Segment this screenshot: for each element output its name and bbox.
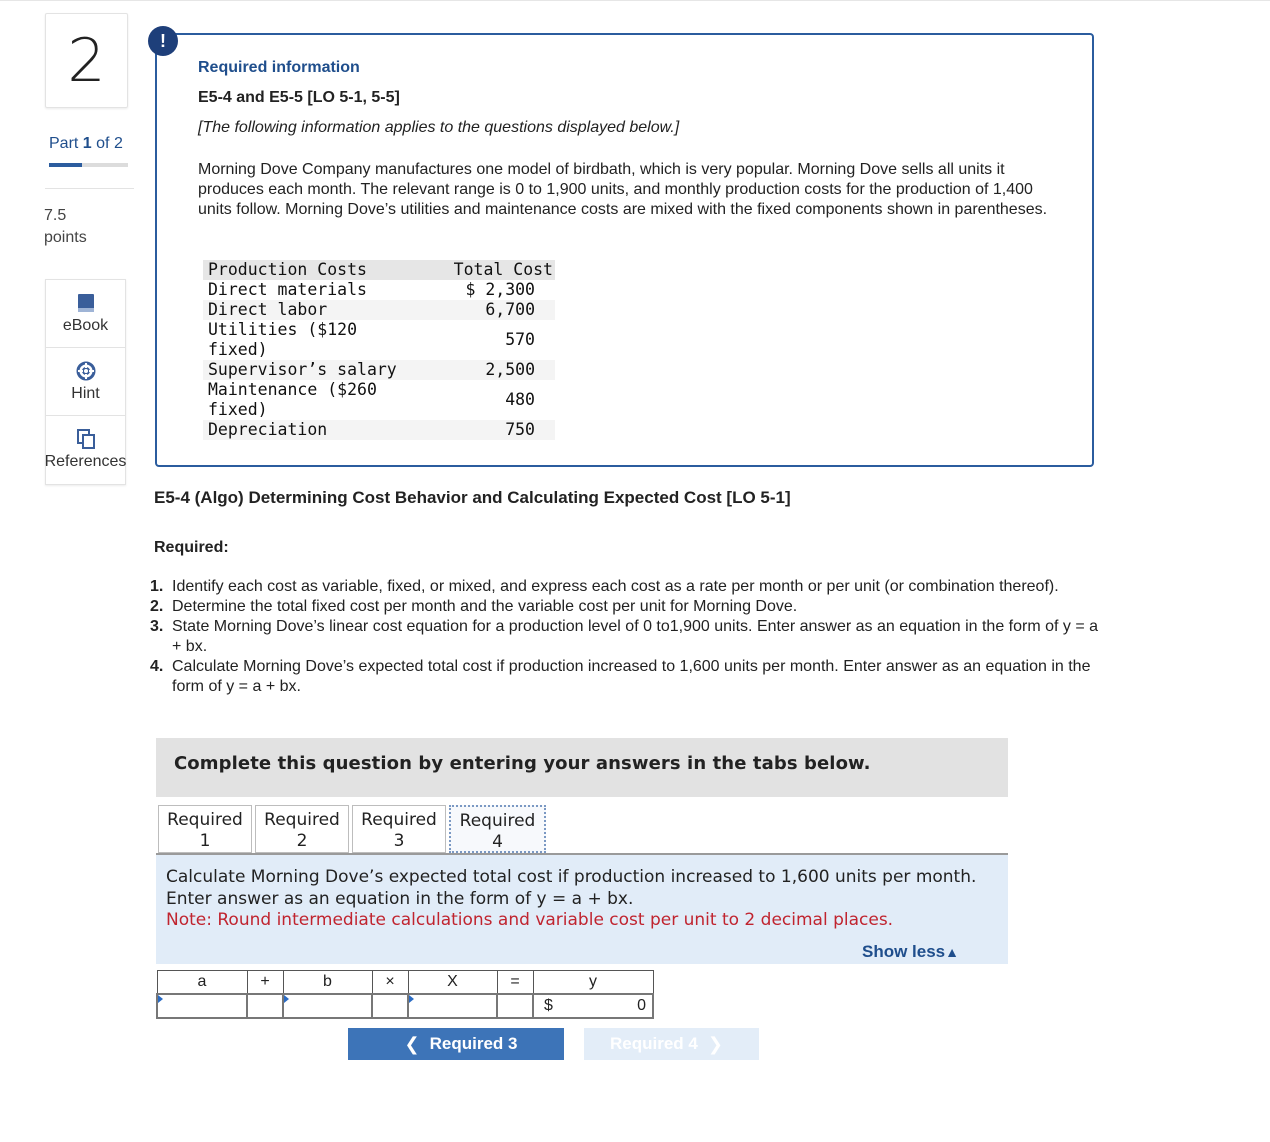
part-progress-fill (49, 163, 82, 167)
row-label: Depreciation (203, 420, 425, 440)
tab-label-line1: Required (167, 810, 243, 830)
copy-icon (77, 429, 95, 449)
table-row (203, 280, 555, 300)
row-value: 570 (505, 330, 535, 349)
tab-required-3[interactable] (352, 805, 446, 853)
table-row (203, 420, 555, 440)
question-number: 2 (45, 13, 128, 108)
list-item (150, 617, 1100, 657)
table-header-row (203, 260, 555, 280)
top-border (0, 0, 1270, 1)
equation-grid (156, 970, 654, 1019)
x-input[interactable] (408, 994, 497, 1018)
y-output (533, 994, 653, 1018)
item-text: State Morning Dove’s linear cost equation for a production level of 0 to1,900 units. Enter answer as an equation in the form of y = a + bx. (172, 618, 1099, 655)
header-total-cost: Total Cost (425, 260, 555, 280)
complete-banner: Complete this question by entering your answers in the tabs below. (156, 738, 1008, 797)
part-of: of 2 (96, 135, 123, 152)
tool-panel (45, 279, 126, 485)
list-item (150, 597, 1100, 617)
row-label: Supervisor’s salary (203, 360, 425, 380)
item-number: 2. (150, 598, 164, 615)
row-value: 2,500 (425, 360, 555, 380)
table-row (203, 360, 555, 380)
y-currency: $ (544, 996, 553, 1014)
ebook-label: eBook (62, 316, 109, 334)
input-marker-icon (158, 995, 163, 1003)
item-text: Determine the total fixed cost per month and the variable cost per unit for Morning Dove. (172, 598, 798, 615)
row-value: 6,700 (425, 300, 555, 320)
tab-required-1[interactable] (158, 805, 252, 853)
a-input[interactable] (157, 994, 247, 1018)
tab-label-line2: 4 (492, 832, 503, 852)
table-row (203, 320, 555, 360)
header-production-costs: Production Costs (203, 260, 425, 280)
rail-divider (45, 188, 134, 189)
row-label: Maintenance ($260 fixed) (208, 380, 377, 419)
row-value: 480 (505, 390, 535, 409)
list-item (150, 657, 1100, 697)
item-number: 4. (150, 658, 164, 675)
tab-required-4[interactable] (449, 805, 546, 853)
alert-icon: ! (148, 26, 178, 56)
tab-label-line1: Required (459, 811, 536, 831)
header-y: y (533, 971, 653, 994)
book-icon (77, 293, 95, 313)
y-value: 0 (637, 996, 646, 1014)
intro-paragraph: Morning Dove Company manufactures one model of birdbath, which is very popular. Morning Dove sells all units it produces each month. The relevant range is 0 to 1,900 units, and monthly production costs for the production of 1,400 units follow. Morning Dove’s utilities and maintenance costs are mixed with the fixed components shown in parentheses. (198, 161, 1048, 218)
lifebuoy-icon (76, 361, 96, 381)
exercise-group-title: E5-4 and E5-5 [LO 5-1, 5-5] (198, 89, 400, 106)
times-cell (372, 994, 408, 1018)
equation-header-row (157, 971, 653, 994)
next-required-button[interactable] (584, 1028, 759, 1060)
applies-note: [The following information applies to the questions displayed below.] (198, 119, 680, 136)
header-times: × (372, 971, 408, 994)
row-label: Direct materials (208, 280, 367, 299)
hint-label: Hint (71, 384, 100, 402)
table-row (203, 300, 555, 320)
part-progress-bar (49, 163, 128, 167)
tab-required-2[interactable] (255, 805, 349, 853)
item-text: Identify each cost as variable, fixed, or mixed, and express each cost as a rate per month or per unit (or combination thereof). (172, 578, 1059, 595)
table-row (203, 380, 555, 420)
tab-label-line1: Required (361, 810, 437, 830)
show-less-link[interactable] (862, 942, 959, 962)
requirements-list (150, 577, 1100, 697)
list-item (150, 577, 1100, 597)
plus-cell (247, 994, 283, 1018)
prev-button-label: Required 3 (429, 1034, 518, 1053)
tab-bar (158, 805, 549, 853)
points-display (44, 205, 87, 249)
tab-label-line1: Required (264, 810, 340, 830)
ebook-button[interactable] (46, 280, 125, 348)
required-label: Required: (154, 539, 229, 556)
points-label: points (44, 229, 87, 246)
next-button-label: Required 4 (610, 1034, 698, 1053)
row-label: Direct labor (203, 300, 425, 320)
exercise-title: E5-4 (Algo) Determining Cost Behavior and Calculating Expected Cost [LO 5-1] (154, 488, 791, 507)
chevron-right-icon: ❯ (707, 1033, 723, 1054)
item-number: 3. (150, 618, 164, 635)
points-value: 7.5 (44, 207, 67, 224)
tab-label-line2: 1 (199, 831, 211, 851)
chevron-left-icon: ❮ (404, 1033, 420, 1054)
header-equals: = (497, 971, 533, 994)
part-indicator (49, 135, 123, 153)
item-text: Calculate Morning Dove’s expected total cost if production increased to 1,600 units per month. Enter answer as an equation in the form of y = a + bx. (172, 658, 1091, 695)
header-b: b (283, 971, 372, 994)
hint-button[interactable] (46, 348, 125, 416)
required-info-heading: Required information (198, 59, 360, 76)
prev-required-button[interactable] (348, 1028, 564, 1060)
item-number: 1. (150, 578, 164, 595)
row-value: $ 2,300 (465, 280, 535, 299)
b-input[interactable] (283, 994, 372, 1018)
header-x: X (408, 971, 497, 994)
input-marker-icon (284, 995, 289, 1003)
references-button[interactable] (46, 416, 125, 484)
part-number: 1 (82, 135, 92, 152)
production-cost-table (203, 260, 555, 440)
row-label: Utilities ($120 fixed) (208, 320, 358, 359)
show-less-label: Show less (862, 942, 946, 961)
input-marker-icon (409, 995, 414, 1003)
references-label: References (44, 453, 127, 470)
caret-up-icon: ▲ (945, 944, 959, 960)
equation-input-row (157, 994, 653, 1018)
tab-label-line2: 2 (296, 831, 308, 851)
equals-cell (497, 994, 533, 1018)
row-value: 750 (425, 420, 555, 440)
tab-label-line2: 3 (393, 831, 405, 851)
header-a: a (157, 971, 247, 994)
instruction-text: Calculate Morning Dove’s expected total cost if production increased to 1,600 units per month. Enter answer as an equation in the form of y = a + bx. (166, 867, 977, 909)
header-plus: + (247, 971, 283, 994)
rounding-note: Note: Round intermediate calculations and variable cost per unit to 2 decimal places. (166, 910, 894, 930)
part-word: Part (49, 135, 79, 152)
